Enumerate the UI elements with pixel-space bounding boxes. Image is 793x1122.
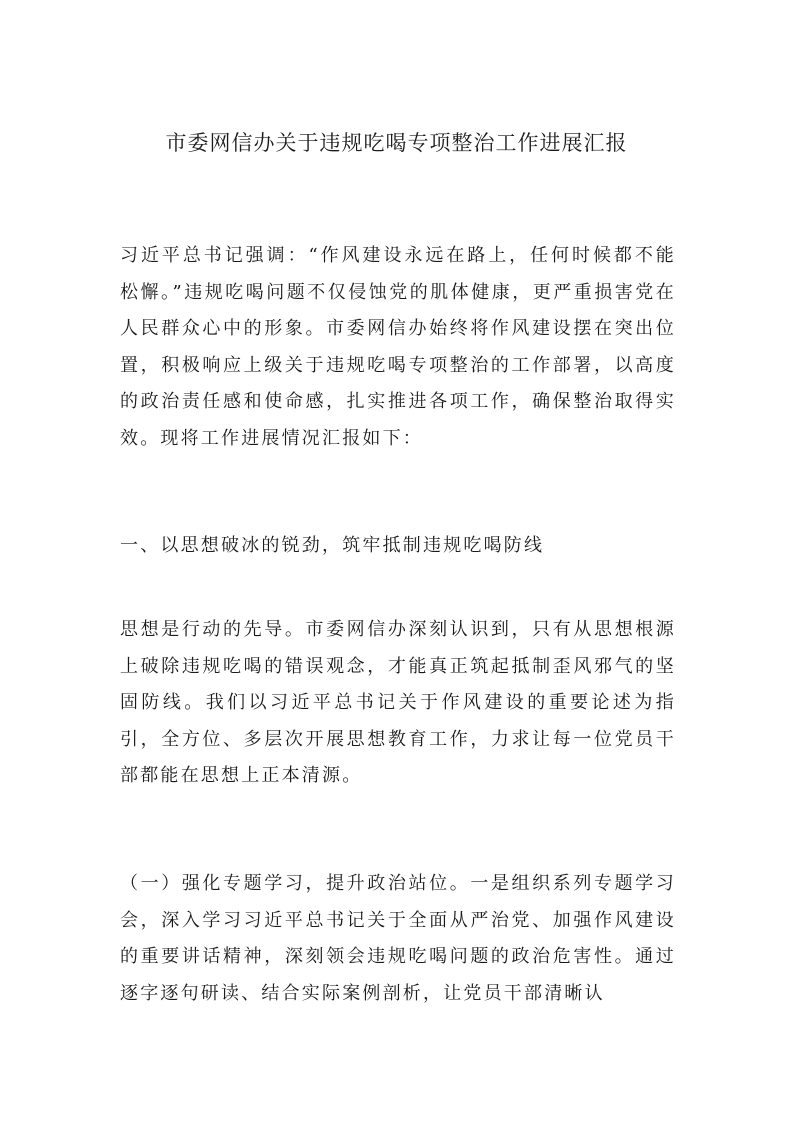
intro-paragraph: 习近平总书记强调：“作风建设永远在路上，任何时候都不能松懈。”违规吃喝问题不仅侵蚀党的肌体健康，更严重损害党在人民群众心中的形象。市委网信办始终将作风建设摆在突出位置，积极响应上级关于违规吃喝专项整治的工作部署，以高度的政治责任感和使命感，扎实推进各项工作，确保整治取得实效。现将工作进展情况汇报如下： <box>120 245 676 449</box>
document-title: 市委网信办关于违规吃喝专项整治工作进展汇报 <box>165 131 628 155</box>
section-heading-1: 一、以思想破冰的锐劲，筑牢抵制违规吃喝防线 <box>120 535 545 556</box>
section-1-paragraph: 思想是行动的先导。市委网信办深刻认识到，只有从思想根源上破除违规吃喝的错误观念，才能真正筑起抵制歪风邪气的坚固防线。我们以习近平总书记关于作风建设的重要论述为指引，全方位、多层次开展思想教育工作，力求让每一位党员干部都能在思想上正本清源。 <box>120 619 676 786</box>
subsection-1-paragraph: （一）强化专题学习，提升政治站位。一是组织系列专题学习会，深入学习习近平总书记关于全面从严治党、加强作风建设的重要讲话精神，深刻领会违规吃喝问题的政治危害性。通过逐字逐句研读、结合实际案例剖析，让党员干部清晰认 <box>120 873 676 1004</box>
